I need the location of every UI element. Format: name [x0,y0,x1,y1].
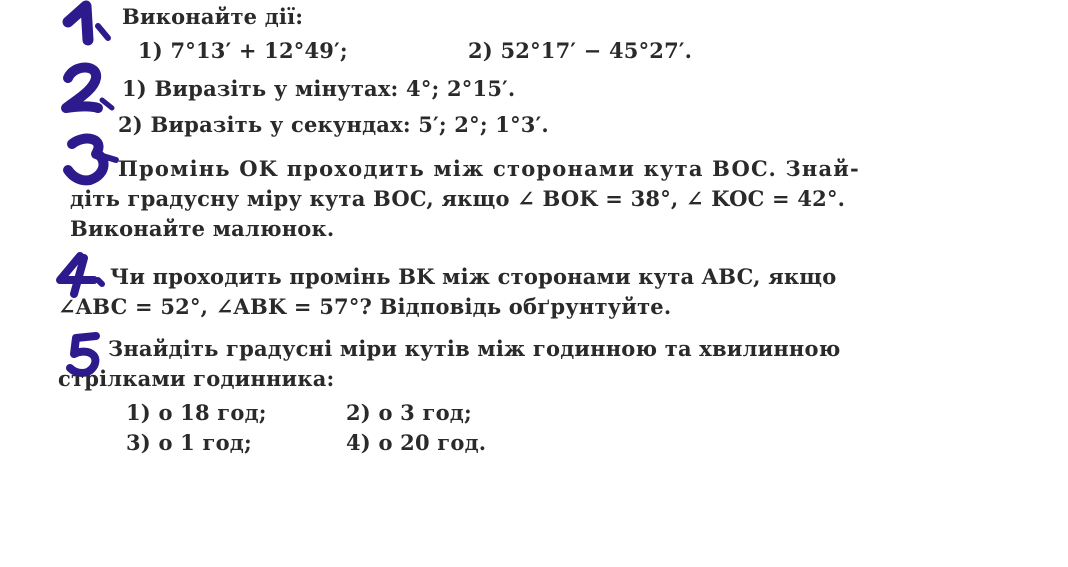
task1-item-1: 1) 7°13′ + 12°49′; [138,38,348,63]
task1-item-2: 2) 52°17′ − 45°27′. [468,38,693,63]
task4-line-2: ∠ABC = 52°, ∠ABK = 57°? Відповідь обґрунтуйте. [58,294,672,319]
task4-line-1: Чи проходить промінь BK між сторонами кута ABC, якщо [110,264,837,289]
handwritten-number-3 [62,134,124,190]
task5-line-1: Знайдіть градусні міри кутів між годинною та хвилинною [108,336,841,361]
task5-item-3: 3) о 1 год; [126,430,252,455]
task5-item-2: 2) о 3 год; [346,400,472,425]
task1-title: Виконайте дії: [122,4,304,29]
handwritten-number-1 [62,0,114,44]
handwritten-number-4 [54,250,110,296]
task3-line-1: Промінь OK проходить між сторонами кута BOC. Знай- [118,156,860,181]
task3-line-2: діть градусну міру кута BOC, якщо ∠ BOK = 38°, ∠ KOC = 42°. [70,186,846,211]
handwritten-number-2 [58,62,120,120]
task2-line-2: 2) Виразіть у секундах: 5′; 2°; 1°3′. [118,112,549,137]
task5-line-2: стрілками годинника: [58,366,335,391]
task3-line-3: Виконайте малюнок. [70,216,335,241]
task5-item-4: 4) о 20 год. [346,430,487,455]
task2-line-1: 1) Виразіть у мінутах: 4°; 2°15′. [122,76,516,101]
task5-item-1: 1) о 18 год; [126,400,267,425]
